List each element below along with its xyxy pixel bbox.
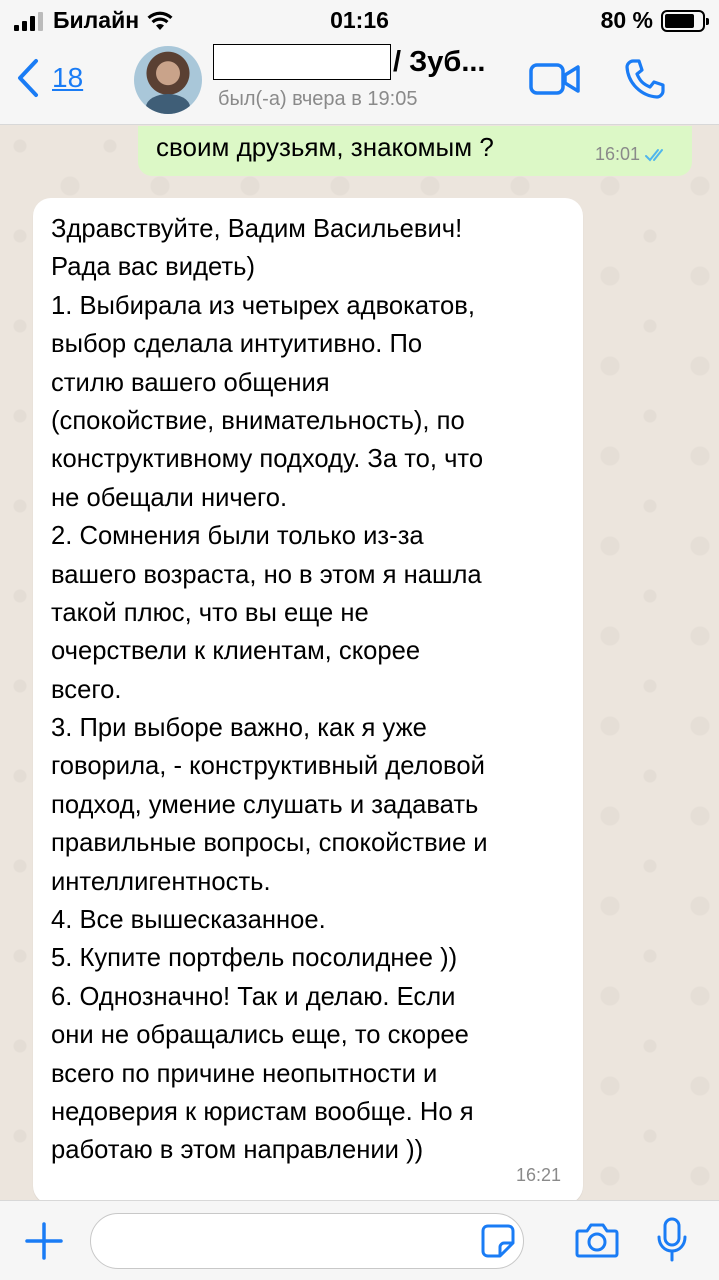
incoming-message-line: 3. При выборе важно, как я уже [51, 714, 427, 743]
incoming-message-line: выбор сделала интуитивно. По [51, 330, 423, 359]
status-time: 01:16 [330, 7, 389, 33]
incoming-message-line: Рада вас видеть) [51, 253, 255, 282]
outgoing-message-meta [595, 144, 670, 165]
contact-name[interactable]: / Зуб... [393, 46, 486, 78]
sticker-icon [480, 1223, 516, 1259]
incoming-message-bubble[interactable] [33, 198, 583, 1200]
sticker-button[interactable] [480, 1223, 516, 1264]
camera-button[interactable] [575, 1221, 619, 1264]
bubble-tail [57, 1182, 79, 1200]
status-bar [0, 0, 719, 40]
incoming-message-line: 5. Купите портфель посолиднее )) [51, 944, 458, 973]
attach-button[interactable] [24, 1221, 64, 1266]
chevron-left-icon [16, 58, 40, 98]
back-button[interactable] [16, 58, 83, 98]
contact-avatar[interactable] [134, 46, 202, 114]
incoming-message-line: Здравствуйте, Вадим Васильевич! [51, 215, 463, 243]
microphone-icon [656, 1217, 688, 1263]
incoming-message-line: всего. [51, 675, 122, 704]
incoming-message-line: всего по причине неопытности и [51, 1059, 438, 1088]
camera-icon [575, 1221, 619, 1259]
incoming-message-line: они не обращались еще, то скорее [51, 1021, 469, 1050]
redacted-name-box [213, 44, 391, 80]
carrier-name: Билайн [53, 7, 140, 33]
unread-count: 18 [52, 62, 84, 93]
chat-header [0, 40, 719, 125]
outgoing-message-time: 16:01 [594, 144, 640, 164]
incoming-message-text [51, 210, 571, 1170]
battery-percent: 80 % [600, 7, 653, 33]
plus-icon [24, 1221, 64, 1261]
incoming-message-line: говорила, - конструктивный деловой [51, 752, 485, 781]
incoming-message-line: вашего возраста, но в этом я нашла [51, 560, 482, 589]
composer-bar [0, 1200, 719, 1280]
voice-call-button[interactable] [624, 58, 666, 105]
microphone-button[interactable] [656, 1217, 688, 1268]
battery-icon [661, 10, 705, 32]
last-seen-status: был(-а) вчера в 19:05 [218, 88, 418, 110]
incoming-message-line: 6. Однозначно! Так и делаю. Если [51, 982, 456, 1011]
incoming-message-line: очерствели к клиентам, скорее [51, 637, 421, 666]
incoming-message-line: работаю в этом направлении )) [51, 1136, 424, 1165]
message-input[interactable] [90, 1213, 524, 1269]
incoming-message-line: (спокойствие, внимательность), по [51, 406, 465, 435]
incoming-message-time: 16:21 [515, 1165, 561, 1185]
incoming-message-line: 4. Все вышесказанное. [51, 906, 326, 935]
incoming-message-line: такой плюс, что вы еще не [51, 598, 369, 627]
phone-icon [624, 58, 666, 100]
status-right [601, 7, 705, 34]
incoming-message-line: правильные вопросы, спокойствие и [51, 829, 488, 858]
video-camera-icon [529, 61, 581, 97]
double-check-icon [644, 147, 670, 163]
chat-area[interactable] [0, 126, 719, 1200]
incoming-message-line: не обещали ничего. [51, 483, 288, 512]
incoming-message-line: 1. Выбирала из четырех адвокатов, [51, 291, 475, 320]
incoming-message-line: стилю вашего общения [51, 368, 330, 397]
outgoing-message-bubble[interactable] [138, 126, 692, 176]
incoming-message-line: конструктивному подходу. За то, что [51, 445, 484, 474]
incoming-message-line: подход, умение слушать и задавать [51, 790, 479, 819]
outgoing-message-text: своим друзьям, знакомым ? [156, 132, 494, 162]
incoming-message-line: интеллигентность. [51, 867, 271, 896]
incoming-message-line: 2. Сомнения были только из-за [51, 522, 424, 551]
video-call-button[interactable] [529, 61, 581, 102]
incoming-message-line: недоверия к юристам вообще. Но я [51, 1097, 474, 1126]
